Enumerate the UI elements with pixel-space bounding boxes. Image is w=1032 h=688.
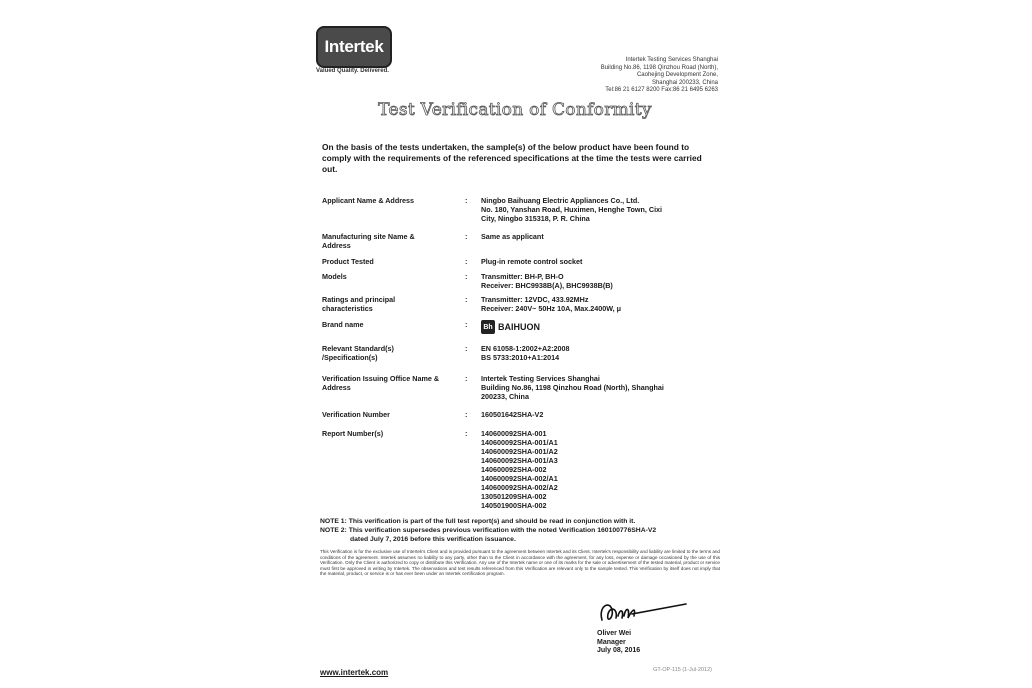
label-line: Manufacturing site Name & xyxy=(322,232,415,241)
report-number: 140600092SHA-002/A1 xyxy=(481,474,558,483)
field-value xyxy=(481,429,721,510)
field-label xyxy=(322,295,462,313)
field-value: Plug-in remote control socket xyxy=(481,257,583,266)
field-value xyxy=(481,295,721,313)
report-number: 140501900SHA-002 xyxy=(481,501,547,510)
report-number: 140600092SHA-001/A1 xyxy=(481,438,558,447)
note-2: NOTE 2: This verification supersedes previous verification with the noted Verification 160100776SHA-V2 xyxy=(320,527,657,534)
value-line: Ningbo Baihuang Electric Appliances Co., Ltd. xyxy=(481,196,640,205)
signature-image xyxy=(596,596,688,628)
value-line: City, Ningbo 315318, P. R. China xyxy=(481,214,590,223)
value-line: Building No.86, 1198 Qinzhou Road (North), Shanghai xyxy=(481,383,664,392)
logo-text: Intertek xyxy=(324,37,384,56)
signer-block xyxy=(597,630,640,656)
certificate-page xyxy=(300,0,730,688)
tagline: Valued Quality. Delivered. xyxy=(316,68,389,74)
address-line: Intertek Testing Services Shanghai xyxy=(625,57,718,63)
label-line: Ratings and principal xyxy=(322,295,396,304)
address-line: Shanghai 200233, China xyxy=(651,79,718,86)
field-colon: : xyxy=(465,429,468,438)
signer-role: Manager xyxy=(597,638,626,646)
document-reference: GT-OP-115 (1-Jul-2012) xyxy=(653,667,712,673)
field-colon: : xyxy=(465,196,468,205)
intertek-logo xyxy=(316,26,392,68)
report-number: 140600092SHA-001/A2 xyxy=(481,447,558,456)
field-value: Same as applicant xyxy=(481,232,544,241)
field-value xyxy=(481,320,721,334)
note-1: NOTE 1: This verification is part of the full test report(s) and should be read in conjunction with it. xyxy=(320,518,636,525)
label-line: Relevant Standard(s) xyxy=(322,344,394,353)
field-colon: : xyxy=(465,344,468,353)
value-line: Receiver: BHC9938B(A), BHC9938B(B) xyxy=(481,281,613,290)
field-colon: : xyxy=(465,257,468,266)
field-label: Models xyxy=(322,272,347,281)
field-value: 160501642SHA-V2 xyxy=(481,410,544,419)
website-link[interactable]: www.intertek.com xyxy=(320,668,389,677)
legal-disclaimer: This Verification is for the exclusive use of Intertek's Client and is provided pursuant to the agreement between Intertek and its Client. Intertek's responsibility and liability are limited to the terms and conditions of the agreement. Intertek assumes no liability to any party, other than to the Client in accordance with the agreement, for any loss, expense or damage occasioned by the use of this Verification. Only the Client is authorized to copy or distribute this Verification. Any use of the Intertek name or one of its marks for the sale or advertisement of the tested material, product or service must first be approved in writing by Intertek. The observations and test results referenced from this Verification are relevant only to the sample tested. This Verification by itself does not imply that the material, product, or service is or has ever been under an Intertek certification program. xyxy=(320,549,720,577)
address-line: Caohejing Development Zone, xyxy=(636,72,718,78)
field-label: Applicant Name & Address xyxy=(322,196,414,205)
report-number: 140600092SHA-001 xyxy=(481,429,547,438)
address-line: Tel:86 21 6127 8200 Fax:86 21 6495 6263 xyxy=(605,87,718,93)
label-line: /Specification(s) xyxy=(322,353,378,362)
field-value xyxy=(481,272,721,290)
signer-name: Oliver Wei xyxy=(597,630,632,637)
label-line: Address xyxy=(322,241,351,250)
field-label: Verification Number xyxy=(322,410,390,419)
report-number: 140600092SHA-002/A2 xyxy=(481,483,558,492)
value-line: EN 61058-1:2002+A2:2008 xyxy=(481,344,570,353)
brand-mark-icon: Bh xyxy=(481,320,495,334)
field-value xyxy=(481,196,721,223)
brand-logo xyxy=(481,320,540,334)
field-value xyxy=(481,344,721,362)
report-number: 130501209SHA-002 xyxy=(481,492,547,501)
label-line: Verification Issuing Office Name & xyxy=(322,374,440,383)
value-line: 200233, China xyxy=(481,392,529,401)
label-line: characteristics xyxy=(322,304,373,313)
brand-text: BAIHUON xyxy=(498,321,540,332)
field-label xyxy=(322,232,462,250)
notes xyxy=(320,517,720,544)
field-label: Product Tested xyxy=(322,257,374,266)
signer-date: July 08, 2016 xyxy=(597,647,641,654)
field-colon: : xyxy=(465,295,468,304)
report-number: 140600092SHA-002 xyxy=(481,465,547,474)
note-2-continued: dated July 7, 2016 before this verification issuance. xyxy=(350,536,516,543)
issuer-address xyxy=(568,57,718,95)
value-line: No. 180, Yanshan Road, Huximen, Henghe Town, Cixi xyxy=(481,205,663,214)
field-colon: : xyxy=(465,320,468,329)
address-line: Building No.86, 1198 Qinzhou Road (North), xyxy=(600,64,718,71)
field-colon: : xyxy=(465,410,468,419)
field-label: Brand name xyxy=(322,320,364,329)
value-line: Transmitter: 12VDC, 433.92MHz xyxy=(481,295,589,304)
label-line: Address xyxy=(322,383,351,392)
field-label xyxy=(322,374,462,392)
value-line: Intertek Testing Services Shanghai xyxy=(481,374,600,383)
value-line: Transmitter: BH-P, BH-O xyxy=(481,272,564,281)
field-label: Report Number(s) xyxy=(322,429,384,438)
field-label xyxy=(322,344,462,362)
report-number: 140600092SHA-001/A3 xyxy=(481,456,558,465)
value-line: BS 5733:2010+A1:2014 xyxy=(481,353,560,362)
intro-statement: On the basis of the tests undertaken, the sample(s) of the below product have been found to comply with the requirements of the referenced specifications at the time the tests were carried out. xyxy=(322,142,702,174)
field-colon: : xyxy=(465,374,468,383)
field-colon: : xyxy=(465,272,468,281)
field-value xyxy=(481,374,721,401)
field-colon: : xyxy=(465,232,468,241)
document-title: Test Verification of Conformity xyxy=(378,100,652,120)
value-line: Receiver: 240V~ 50Hz 10A, Max.2400W, μ xyxy=(481,304,622,313)
